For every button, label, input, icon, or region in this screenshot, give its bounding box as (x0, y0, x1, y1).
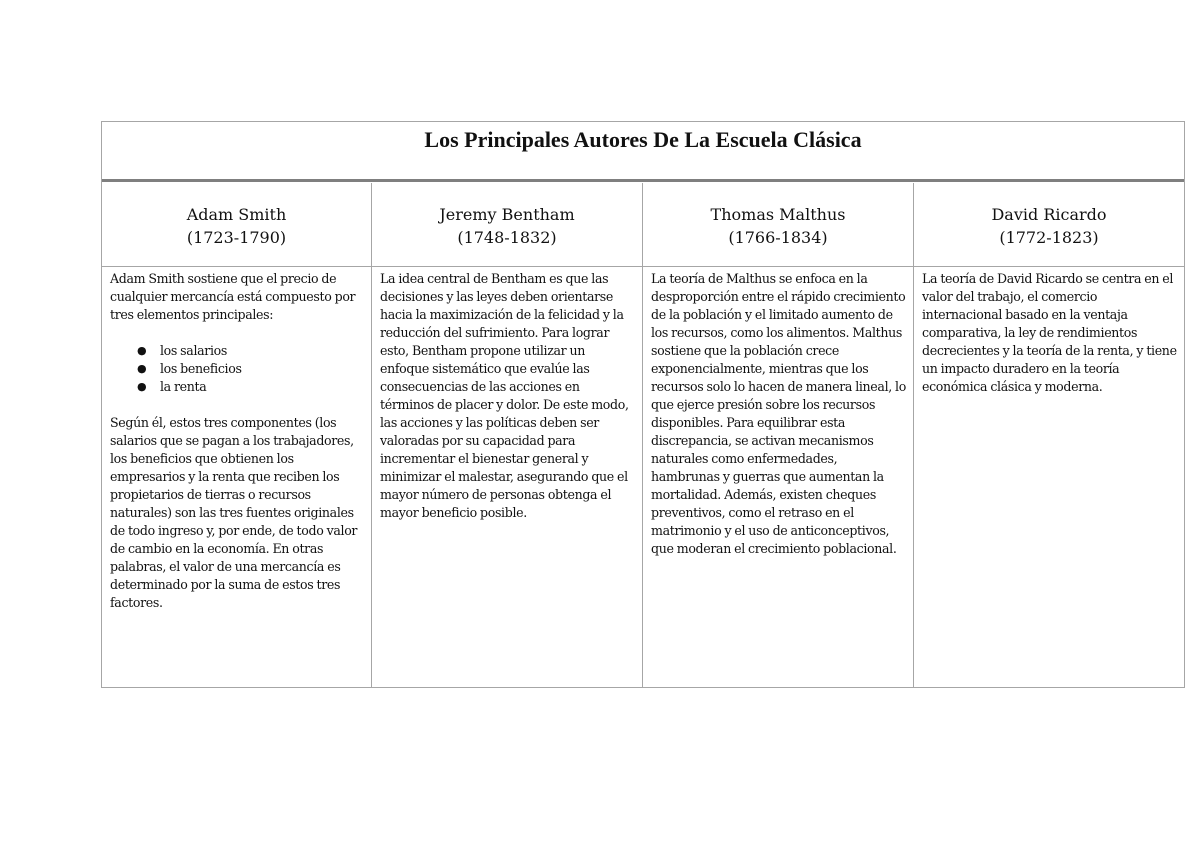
author-name: Adam Smith (186, 205, 287, 224)
author-dates: (1766-1834) (728, 228, 828, 247)
column-adam-smith (102, 183, 372, 688)
column-body (643, 267, 913, 558)
title-row (102, 122, 1184, 182)
column-body (102, 267, 371, 612)
list-item: ● los salarios (137, 343, 227, 358)
column-header (643, 183, 913, 267)
body-text: Según él, estos tres componentes (los salarios que se pagan a los trabajadores, los beneficios que obtienen los empresarios y la renta que reciben los propietarios de tierras o recursos naturales) son las tres fuentes originales de todo ingreso y, por ende, de todo valor de cambio en la economía. En otras palabras, el valor de una mercancía es determinado por la suma de estos tres factores. (110, 415, 358, 610)
author-name: Thomas Malthus (710, 205, 846, 224)
body-text: La teoría de David Ricardo se centra en el valor del trabajo, el comercio internacional basado en la ventaja comparativa, la ley de rendimientos decrecientes y la teoría de la renta, y tiene un impacto duradero en la teoría económica clásica y moderna. (922, 271, 1177, 394)
intro-text: Adam Smith sostiene que el precio de cualquier mercancía está compuesto por tres elementos principales: (110, 271, 356, 322)
list-item: ● la renta (137, 379, 207, 394)
column-header (372, 183, 642, 267)
column-body (372, 267, 642, 522)
author-name: Jeremy Bentham (439, 205, 575, 224)
column-body (914, 267, 1184, 396)
column-header (102, 183, 371, 267)
list-item: ● los beneficios (137, 361, 242, 376)
column-jeremy-bentham (372, 183, 643, 688)
bullet-icon: ● (137, 380, 147, 393)
bullet-icon: ● (137, 344, 147, 357)
table-title: Los Principales Autores De La Escuela Clásica (424, 127, 862, 152)
authors-table (101, 121, 1185, 688)
bullet-icon: ● (137, 362, 147, 375)
author-dates: (1723-1790) (186, 228, 287, 247)
author-dates: (1772-1823) (999, 228, 1099, 247)
bullet-list (110, 342, 365, 396)
author-dates: (1748-1832) (457, 228, 557, 247)
column-david-ricardo (914, 183, 1184, 688)
body-text: La teoría de Malthus se enfoca en la desproporción entre el rápido crecimiento de la población y el limitado aumento de los recursos, como los alimentos. Malthus sostiene que la población crece exponencialmente, mientras que los recursos solo lo hacen de manera lineal, lo que ejerce presión sobre los recursos disponibles. Para equilibrar esta discrepancia, se activan mecanismos naturales como enfermedades, hambrunas y guerras que aumentan la mortalidad. Además, existen cheques preventivos, como el retraso en el matrimonio y el uso de anticonceptivos, que moderan el crecimiento poblacional. (651, 271, 906, 556)
column-header (914, 183, 1184, 267)
body-text: La idea central de Bentham es que las decisiones y las leyes deben orientarse hacia la maximización de la felicidad y la reducción del sufrimiento. Para lograr esto, Bentham propone utilizar un enfoque sistemático que evalúe las consecuencias de las acciones en términos de placer y dolor. De este modo, las acciones y las políticas deben ser valoradas por su capacidad para incrementar el bienestar general y minimizar el malestar, asegurando que el mayor número de personas obtenga el mayor beneficio posible. (380, 271, 629, 520)
column-thomas-malthus (643, 183, 914, 688)
author-name: David Ricardo (991, 205, 1107, 224)
